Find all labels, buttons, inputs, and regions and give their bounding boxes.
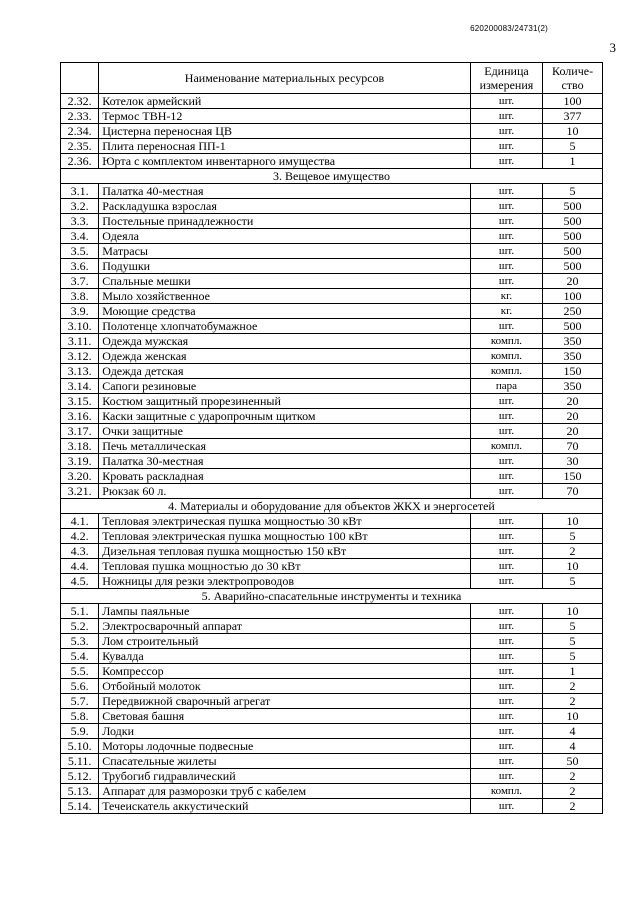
item-name: Термос ТВН-12 (99, 109, 471, 124)
header-quantity: Количе-ство (543, 63, 603, 94)
item-name: Ножницы для резки электропроводов (99, 574, 471, 589)
item-name: Палатка 30-местная (99, 454, 471, 469)
table-row (61, 109, 603, 124)
item-number: 5.3. (61, 634, 99, 649)
item-unit: шт. (470, 319, 542, 334)
item-unit: шт. (470, 529, 542, 544)
item-unit: компл. (470, 334, 542, 349)
table-row (61, 769, 603, 784)
table-row (61, 349, 603, 364)
item-quantity: 10 (543, 709, 603, 724)
item-unit: шт. (470, 634, 542, 649)
table-row (61, 679, 603, 694)
item-name: Кровать раскладная (99, 469, 471, 484)
item-unit: шт. (470, 544, 542, 559)
item-unit: компл. (470, 349, 542, 364)
item-unit: шт. (470, 739, 542, 754)
item-quantity: 350 (543, 349, 603, 364)
item-name: Моторы лодочные подвесные (99, 739, 471, 754)
item-unit: шт. (470, 709, 542, 724)
item-quantity: 10 (543, 559, 603, 574)
item-unit: шт. (470, 799, 542, 814)
item-number: 3.10. (61, 319, 99, 334)
table-row (61, 394, 603, 409)
item-unit: шт. (470, 664, 542, 679)
item-unit: пара (470, 379, 542, 394)
table-row (61, 649, 603, 664)
item-unit: шт. (470, 559, 542, 574)
item-quantity: 4 (543, 724, 603, 739)
item-quantity: 2 (543, 784, 603, 799)
item-number: 3.2. (61, 199, 99, 214)
item-quantity: 5 (543, 139, 603, 154)
item-name: Палатка 40-местная (99, 184, 471, 199)
item-number: 5.8. (61, 709, 99, 724)
header-number (61, 63, 99, 94)
item-unit: шт. (470, 679, 542, 694)
item-quantity: 500 (543, 229, 603, 244)
item-quantity: 5 (543, 634, 603, 649)
item-unit: шт. (470, 649, 542, 664)
item-number: 3.8. (61, 289, 99, 304)
item-unit: шт. (470, 214, 542, 229)
item-unit: шт. (470, 274, 542, 289)
item-name: Лом строительный (99, 634, 471, 649)
section-title: 5. Аварийно-спасательные инструменты и техника (61, 589, 603, 604)
item-quantity: 10 (543, 514, 603, 529)
table-row (61, 274, 603, 289)
table-row (61, 469, 603, 484)
item-unit: шт. (470, 259, 542, 274)
item-quantity: 4 (543, 739, 603, 754)
item-unit: шт. (470, 724, 542, 739)
page-number: 3 (609, 40, 616, 55)
item-quantity: 30 (543, 454, 603, 469)
item-number: 3.7. (61, 274, 99, 289)
table-header-row (61, 63, 603, 94)
item-name: Тепловая пушка мощностью до 30 кВт (99, 559, 471, 574)
item-quantity: 5 (543, 574, 603, 589)
item-quantity: 1 (543, 154, 603, 169)
table-row (61, 259, 603, 274)
item-number: 3.3. (61, 214, 99, 229)
item-unit: кг. (470, 304, 542, 319)
item-name: Тепловая электрическая пушка мощностью 30 кВт (99, 514, 471, 529)
item-number: 3.19. (61, 454, 99, 469)
item-number: 3.11. (61, 334, 99, 349)
item-number: 5.13. (61, 784, 99, 799)
item-name: Матрасы (99, 244, 471, 259)
item-quantity: 350 (543, 334, 603, 349)
table-row (61, 184, 603, 199)
table-row (61, 619, 603, 634)
item-unit: компл. (470, 364, 542, 379)
item-number: 2.34. (61, 124, 99, 139)
item-quantity: 10 (543, 604, 603, 619)
table-row (61, 574, 603, 589)
item-name: Кувалда (99, 649, 471, 664)
item-number: 3.20. (61, 469, 99, 484)
item-number: 2.32. (61, 94, 99, 109)
table-row (61, 604, 603, 619)
item-number: 5.10. (61, 739, 99, 754)
item-name: Спальные мешки (99, 274, 471, 289)
item-number: 4.4. (61, 559, 99, 574)
item-quantity: 150 (543, 469, 603, 484)
table-row (61, 124, 603, 139)
item-number: 3.15. (61, 394, 99, 409)
item-unit: шт. (470, 514, 542, 529)
table-row (61, 784, 603, 799)
table-row (61, 754, 603, 769)
item-name: Очки защитные (99, 424, 471, 439)
item-name: Костюм защитный прорезиненный (99, 394, 471, 409)
item-number: 5.12. (61, 769, 99, 784)
item-unit: шт. (470, 109, 542, 124)
item-number: 3.5. (61, 244, 99, 259)
document-id: 620200083/24731(2) (470, 24, 548, 33)
item-unit: шт. (470, 229, 542, 244)
section-row (61, 169, 603, 184)
table-row (61, 709, 603, 724)
table-row (61, 319, 603, 334)
item-number: 2.35. (61, 139, 99, 154)
item-name: Компрессор (99, 664, 471, 679)
table-row (61, 364, 603, 379)
item-quantity: 500 (543, 259, 603, 274)
item-quantity: 500 (543, 214, 603, 229)
item-name: Сапоги резиновые (99, 379, 471, 394)
table-row (61, 199, 603, 214)
item-name: Котелок армейский (99, 94, 471, 109)
header-name: Наименование материальных ресурсов (99, 63, 471, 94)
item-number: 3.4. (61, 229, 99, 244)
item-quantity: 70 (543, 439, 603, 454)
item-quantity: 2 (543, 799, 603, 814)
item-number: 3.21. (61, 484, 99, 499)
item-name: Дизельная тепловая пушка мощностью 150 кВт (99, 544, 471, 559)
table-row (61, 664, 603, 679)
item-name: Световая башня (99, 709, 471, 724)
item-number: 2.33. (61, 109, 99, 124)
item-unit: шт. (470, 154, 542, 169)
table-row (61, 694, 603, 709)
table-row (61, 529, 603, 544)
item-unit: шт. (470, 454, 542, 469)
item-number: 3.1. (61, 184, 99, 199)
item-name: Юрта с комплектом инвентарного имущества (99, 154, 471, 169)
item-number: 5.14. (61, 799, 99, 814)
item-number: 5.5. (61, 664, 99, 679)
item-unit: шт. (470, 184, 542, 199)
item-quantity: 350 (543, 379, 603, 394)
table-row (61, 409, 603, 424)
item-number: 4.5. (61, 574, 99, 589)
item-quantity: 500 (543, 244, 603, 259)
item-number: 2.36. (61, 154, 99, 169)
item-quantity: 20 (543, 394, 603, 409)
item-quantity: 2 (543, 544, 603, 559)
item-name: Одежда детская (99, 364, 471, 379)
item-name: Трубогиб гидравлический (99, 769, 471, 784)
table-row (61, 544, 603, 559)
item-name: Тепловая электрическая пушка мощностью 100 кВт (99, 529, 471, 544)
item-unit: шт. (470, 694, 542, 709)
item-number: 5.11. (61, 754, 99, 769)
item-name: Отбойный молоток (99, 679, 471, 694)
table-row (61, 484, 603, 499)
item-unit: шт. (470, 199, 542, 214)
table-row (61, 154, 603, 169)
item-quantity: 500 (543, 319, 603, 334)
table-row (61, 229, 603, 244)
item-number: 3.14. (61, 379, 99, 394)
item-quantity: 500 (543, 199, 603, 214)
item-number: 3.12. (61, 349, 99, 364)
table-row (61, 739, 603, 754)
item-quantity: 5 (543, 649, 603, 664)
item-quantity: 20 (543, 409, 603, 424)
item-unit: шт. (470, 769, 542, 784)
section-row (61, 499, 603, 514)
item-name: Одеяла (99, 229, 471, 244)
item-number: 5.1. (61, 604, 99, 619)
item-name: Лодки (99, 724, 471, 739)
item-number: 5.6. (61, 679, 99, 694)
table-row (61, 304, 603, 319)
item-unit: шт. (470, 424, 542, 439)
item-unit: шт. (470, 574, 542, 589)
item-name: Постельные принадлежности (99, 214, 471, 229)
item-quantity: 2 (543, 769, 603, 784)
item-name: Каски защитные с ударопрочным щитком (99, 409, 471, 424)
item-unit: шт. (470, 754, 542, 769)
table-row (61, 289, 603, 304)
item-quantity: 100 (543, 94, 603, 109)
item-name: Раскладушка взрослая (99, 199, 471, 214)
resources-table (60, 62, 603, 814)
item-unit: шт. (470, 94, 542, 109)
table-row (61, 94, 603, 109)
item-number: 3.6. (61, 259, 99, 274)
item-name: Рюкзак 60 л. (99, 484, 471, 499)
table-row (61, 424, 603, 439)
item-name: Электросварочный аппарат (99, 619, 471, 634)
table-row (61, 514, 603, 529)
item-unit: кг. (470, 289, 542, 304)
item-number: 3.16. (61, 409, 99, 424)
item-name: Течеискатель аккустический (99, 799, 471, 814)
table-row (61, 244, 603, 259)
item-quantity: 1 (543, 664, 603, 679)
item-quantity: 20 (543, 424, 603, 439)
table-row (61, 139, 603, 154)
item-quantity: 20 (543, 274, 603, 289)
item-quantity: 50 (543, 754, 603, 769)
table-row (61, 799, 603, 814)
table-row (61, 439, 603, 454)
item-number: 3.18. (61, 439, 99, 454)
section-title: 4. Материалы и оборудование для объектов ЖКХ и энергосетей (61, 499, 603, 514)
item-quantity: 2 (543, 694, 603, 709)
item-number: 4.3. (61, 544, 99, 559)
item-unit: шт. (470, 469, 542, 484)
item-number: 5.9. (61, 724, 99, 739)
item-quantity: 5 (543, 184, 603, 199)
section-title: 3. Вещевое имущество (61, 169, 603, 184)
item-unit: компл. (470, 784, 542, 799)
item-unit: шт. (470, 244, 542, 259)
item-unit: шт. (470, 409, 542, 424)
table-body (61, 94, 603, 814)
item-number: 5.7. (61, 694, 99, 709)
table-row (61, 559, 603, 574)
item-quantity: 250 (543, 304, 603, 319)
item-number: 4.2. (61, 529, 99, 544)
section-row (61, 589, 603, 604)
item-number: 3.13. (61, 364, 99, 379)
table-row (61, 379, 603, 394)
table-row (61, 334, 603, 349)
item-name: Мыло хозяйственное (99, 289, 471, 304)
item-quantity: 150 (543, 364, 603, 379)
table-row (61, 634, 603, 649)
table-row (61, 214, 603, 229)
item-name: Подушки (99, 259, 471, 274)
table-row (61, 724, 603, 739)
item-name: Аппарат для разморозки труб с кабелем (99, 784, 471, 799)
item-number: 3.17. (61, 424, 99, 439)
item-unit: шт. (470, 394, 542, 409)
item-name: Одежда женская (99, 349, 471, 364)
item-number: 5.4. (61, 649, 99, 664)
item-number: 4.1. (61, 514, 99, 529)
table-row (61, 454, 603, 469)
item-name: Плита переносная ПП-1 (99, 139, 471, 154)
item-quantity: 5 (543, 619, 603, 634)
header-unit: Единица измерения (470, 63, 542, 94)
item-quantity: 5 (543, 529, 603, 544)
item-unit: шт. (470, 604, 542, 619)
item-name: Одежда мужская (99, 334, 471, 349)
item-unit: шт. (470, 139, 542, 154)
item-unit: шт. (470, 484, 542, 499)
item-quantity: 100 (543, 289, 603, 304)
item-name: Передвижной сварочный агрегат (99, 694, 471, 709)
item-name: Печь металлическая (99, 439, 471, 454)
item-name: Спасательные жилеты (99, 754, 471, 769)
item-quantity: 2 (543, 679, 603, 694)
item-name: Полотенце хлопчатобумажное (99, 319, 471, 334)
item-name: Лампы паяльные (99, 604, 471, 619)
item-quantity: 10 (543, 124, 603, 139)
item-name: Цистерна переносная ЦВ (99, 124, 471, 139)
item-quantity: 70 (543, 484, 603, 499)
item-number: 3.9. (61, 304, 99, 319)
item-name: Моющие средства (99, 304, 471, 319)
item-unit: шт. (470, 124, 542, 139)
item-quantity: 377 (543, 109, 603, 124)
item-unit: шт. (470, 619, 542, 634)
item-number: 5.2. (61, 619, 99, 634)
item-unit: компл. (470, 439, 542, 454)
